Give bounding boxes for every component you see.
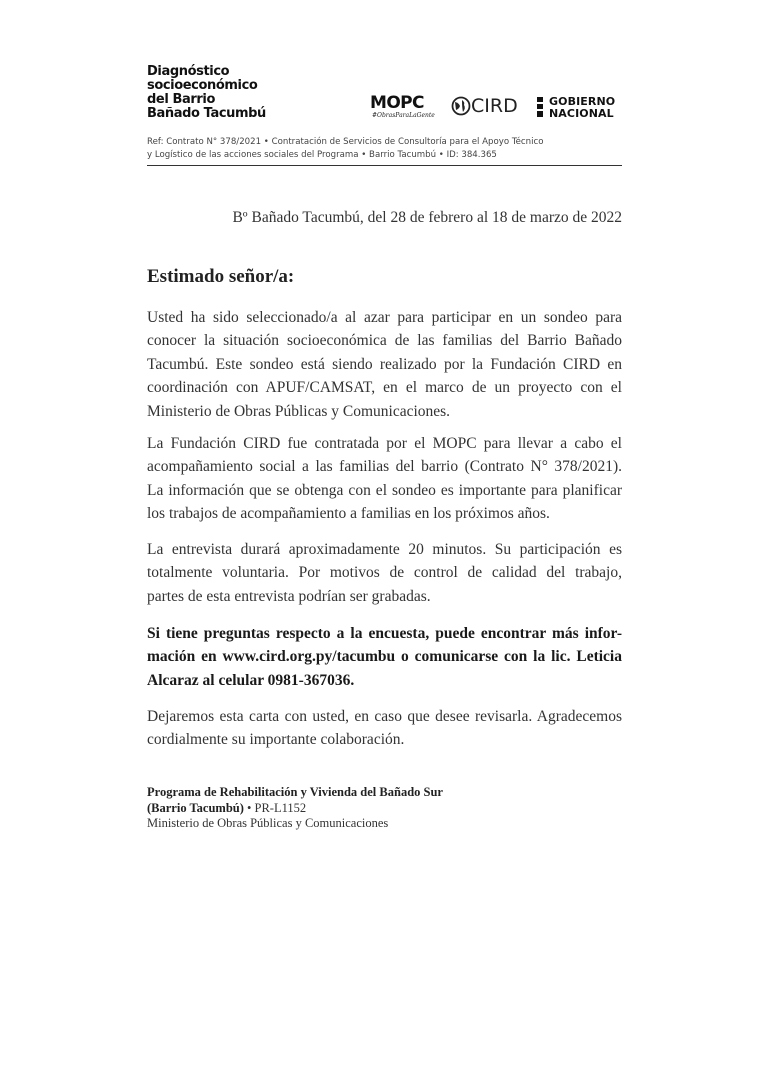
reference-line: Ref: Contrato N° 378/2021 • Contratación de Servicios de Consultoría para el Apoyo Técnico: [147, 137, 544, 147]
paragraph-contact: [147, 622, 622, 692]
salutation: Estimado señor/a:: [147, 266, 295, 287]
paragraph-line: mación en www.cird.org.py/tacumbu o comunicarse con la lic. Leticia: [147, 648, 622, 666]
program-code: • PR-L1152: [243, 800, 307, 815]
paragraph-line: Dejaremos esta carta con usted, en caso que desee revisarla. Agradecemos: [147, 708, 622, 725]
paragraph-line: acompañamiento social a las familias del barrio (Contrato N° 378/2021).: [147, 458, 622, 476]
gobierno-line-2: NACIONAL: [549, 107, 614, 120]
title-line: Bañado Tacumbú: [147, 106, 266, 121]
paragraph-interview: [147, 538, 622, 608]
title-line: socioeconómico: [147, 78, 258, 93]
gobierno-mark-icon: [537, 97, 545, 117]
paragraph-closing: [147, 705, 622, 752]
program-barrio: (Barrio Tacumbú): [147, 800, 244, 815]
paragraph-line: partes de esta entrevista podrían ser grabadas.: [147, 587, 431, 605]
paragraph-contract: [147, 432, 622, 526]
paragraph-line: Tacumbú. Este sondeo está siendo realizado por la Fundación CIRD en: [147, 355, 622, 373]
ministry-name: Ministerio de Obras Públicas y Comunicaciones: [147, 816, 389, 830]
paragraph-line: los trabajos de acompañamiento a familias en los próximos años.: [147, 505, 550, 523]
program-code-line: [147, 801, 622, 817]
dateline: Bº Bañado Tacumbú, del 28 de febrero al 18 de marzo de 2022: [232, 209, 622, 226]
gobierno-logo-text: [549, 96, 615, 120]
header-divider: [147, 165, 622, 166]
paragraph-line: conocer la situación socioeconómica de las familias del Barrio Bañado: [147, 332, 622, 350]
gobierno-nacional-logo: [537, 96, 627, 122]
paragraph-line: cordialmente su importante colaboración.: [147, 731, 405, 749]
mopc-logo-tagline: #ObrasParaLaGente: [372, 112, 435, 119]
paragraph-intro: [147, 306, 622, 423]
gobierno-line-1: GOBIERNO: [549, 95, 616, 108]
paragraph-line: La Fundación CIRD fue contratada por el MOPC para llevar a cabo el: [147, 435, 622, 452]
paragraph-line: totalmente voluntaria. Por motivos de control de calidad del trabajo,: [147, 564, 622, 582]
globe-icon: [451, 96, 471, 116]
paragraph-line: La entrevista durará aproximadamente 20 minutos. Su participación es: [147, 541, 622, 558]
title-line: del Barrio: [147, 92, 215, 107]
mopc-logo: [370, 94, 434, 124]
program-name: Programa de Rehabilitación y Vivienda del Bañado Sur: [147, 785, 443, 799]
mopc-logo-name: MOPC: [370, 93, 424, 113]
reference-text: [147, 136, 625, 162]
program-footer: [147, 785, 622, 832]
cird-logo-name: CIRD: [471, 95, 518, 117]
paragraph-line: Ministerio de Obras Públicas y Comunicaciones.: [147, 402, 451, 420]
paragraph-line: La información que se obtenga con el sondeo es importante para planificar: [147, 481, 622, 499]
paragraph-line: Usted ha sido seleccionado/a al azar para participar en un sondeo para: [147, 309, 622, 326]
paragraph-line: coordinación con APUF/CAMSAT, en el marco de un proyecto con el: [147, 379, 622, 397]
paragraph-line: Alcaraz al celular 0981-367036.: [147, 671, 355, 689]
document-title: [147, 65, 307, 121]
paragraph-line: Si tiene preguntas respecto a la encuesta, puede encontrar más infor-: [147, 625, 622, 642]
reference-line: y Logístico de las acciones sociales del Programa • Barrio Tacumbú • ID: 384.365: [147, 150, 497, 160]
cird-logo: [451, 95, 519, 119]
title-line: Diagnóstico: [147, 64, 230, 79]
